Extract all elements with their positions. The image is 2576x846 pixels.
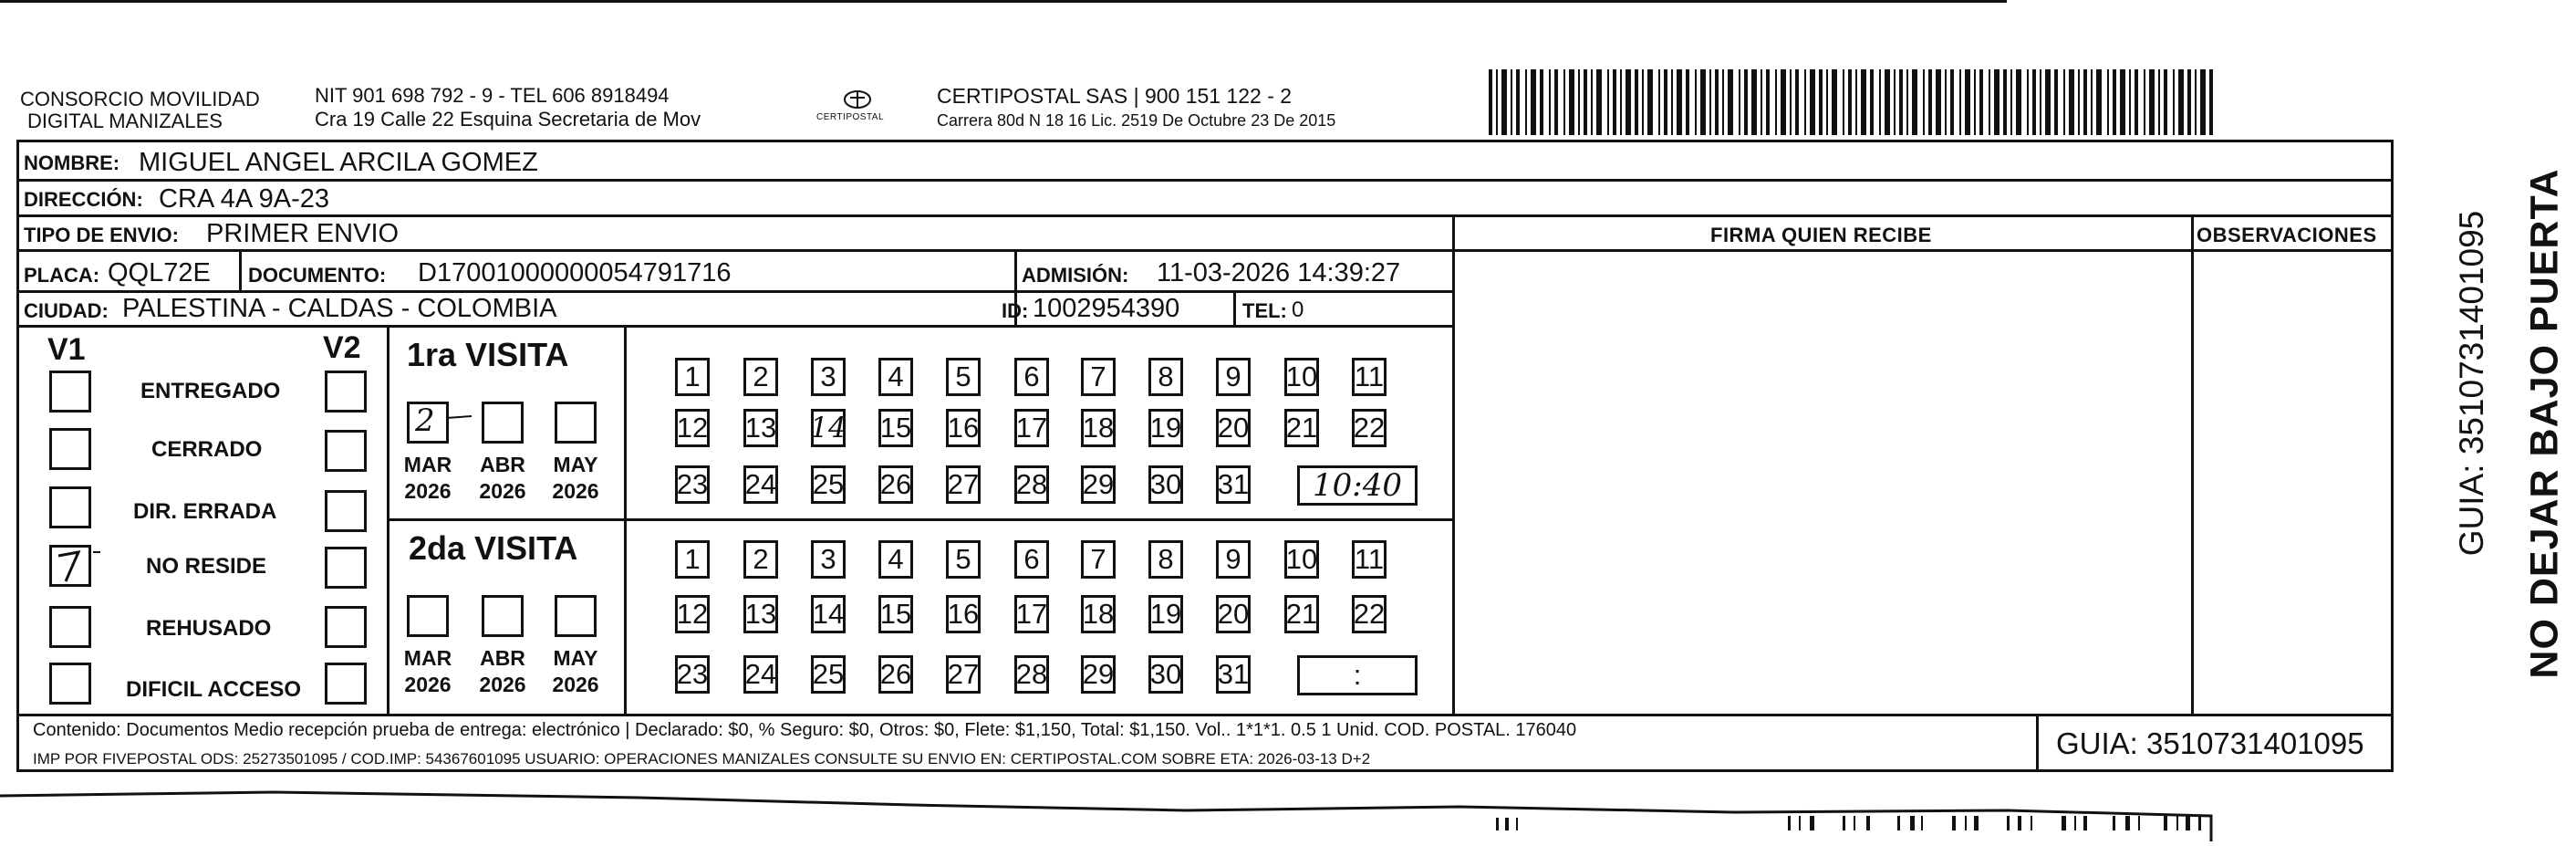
visit2-month-may[interactable] [555, 595, 597, 637]
barcode [1489, 69, 2215, 135]
top-cut-line [0, 0, 2007, 3]
rule-under-direccion [16, 214, 2394, 217]
visit1-day-4[interactable]: 4 [878, 358, 913, 396]
visit1-day-27[interactable]: 27 [946, 465, 981, 504]
visit1-day-2[interactable]: 2 [743, 358, 778, 396]
visit2-day-8[interactable]: 8 [1148, 540, 1183, 579]
visit2-day-31[interactable]: 31 [1216, 655, 1251, 694]
visit1-month-abr[interactable] [482, 402, 524, 444]
certipostal-license: Carrera 80d N 18 16 Lic. 2519 De Octubre 23 De 2015 [937, 111, 1336, 130]
logo-text: CERTIPOSTAL [816, 112, 885, 122]
ciudad-value: PALESTINA - CALDAS - COLOMBIA [122, 294, 557, 323]
visit1-day-21[interactable]: 21 [1284, 409, 1319, 447]
visit2-day-3[interactable]: 3 [811, 540, 846, 579]
visit1-day-11[interactable]: 11 [1352, 358, 1387, 396]
visit1-day-25[interactable]: 25 [811, 465, 846, 504]
visit1-day-20[interactable]: 20 [1216, 409, 1251, 447]
footer-guia: GUIA: 3510731401095 [2056, 726, 2364, 760]
documento-value: D17001000000054791716 [418, 258, 732, 287]
status-entregado: ENTREGADO [140, 379, 281, 403]
ciudad-label: CIUDAD: [24, 299, 109, 322]
rule-under-ciudad [16, 325, 1454, 328]
tipo-envio-label: TIPO DE ENVIO: [24, 224, 179, 246]
visit2-day-10[interactable]: 10 [1284, 540, 1319, 579]
rule-between-visits [387, 518, 1454, 521]
visit2-day-21[interactable]: 21 [1284, 595, 1319, 633]
visit1-label-abr: ABR 2026 [479, 453, 526, 503]
status-dir-errada: DIR. ERRADA [133, 499, 277, 524]
visit2-label-mar: MAR 2026 [403, 646, 452, 696]
visit2-day-26[interactable]: 26 [878, 655, 913, 694]
no-dejar-bajo-puerta: NO DEJAR BAJO PUERTA [2522, 168, 2567, 679]
status-dificil-acceso: DIFICIL ACCESO [126, 677, 302, 702]
placa-value: QQL72E [108, 258, 211, 287]
visit2-day-13[interactable]: 13 [743, 595, 778, 633]
visit1-day-9[interactable]: 9 [1216, 358, 1251, 396]
visit2-month-mar[interactable] [407, 595, 449, 637]
visit2-day-25[interactable]: 25 [811, 655, 846, 694]
visit1-month-mar-mark: 2 [415, 402, 435, 439]
visit1-day-8[interactable]: 8 [1148, 358, 1183, 396]
documento-label: DOCUMENTO: [248, 264, 387, 287]
rule-firma-left [1452, 214, 1455, 715]
v1-cerrado-checkbox[interactable] [49, 428, 91, 470]
admision-label: ADMISIÓN: [1022, 264, 1129, 287]
visit1-day-17[interactable]: 17 [1014, 409, 1049, 447]
second-visit-title: 2da VISITA [409, 529, 578, 567]
certipostal-line: CERTIPOSTAL SAS | 900 151 122 - 2 [937, 84, 1293, 108]
status-cerrado: CERRADO [151, 437, 263, 462]
nombre-label: NOMBRE: [24, 151, 120, 174]
id-value: 1002954390 [1033, 294, 1180, 323]
visit1-day-24[interactable]: 24 [743, 465, 778, 504]
visit1-day-23[interactable]: 23 [675, 465, 710, 504]
visit2-time-box[interactable]: : [1297, 655, 1418, 695]
visit1-day-31[interactable]: 31 [1216, 465, 1251, 504]
rule-id-tel [1233, 290, 1236, 327]
visit1-day-13[interactable]: 13 [743, 409, 778, 447]
visit1-day-12[interactable]: 12 [675, 409, 710, 447]
v2-dificil-acceso-checkbox[interactable] [325, 663, 367, 705]
footer-contenido: Contenido: Documentos Medio recepción prueba de entrega: electrónico | Declarado: $0, % Seguro: $0, Otros: $0, Flete: $1,150, Total: $1,150. Vol.. 1*1*1. 0.5 1 Unid. COD. POSTAL. 176040 [33, 720, 1577, 740]
tel-label: TEL: [1242, 299, 1287, 322]
bottom-tear-line [0, 785, 2576, 841]
visit1-day-18[interactable]: 18 [1081, 409, 1116, 447]
rule-under-firma-header [1452, 249, 2394, 252]
visit1-day-3[interactable]: 3 [811, 358, 846, 396]
visit2-day-27[interactable]: 27 [946, 655, 981, 694]
visit1-day-1[interactable]: 1 [675, 358, 710, 396]
v2-cerrado-checkbox[interactable] [325, 430, 367, 472]
company-name-line1: CONSORCIO MOVILIDAD [20, 88, 260, 110]
visit2-day-14[interactable]: 14 [811, 595, 846, 633]
visit1-month-may[interactable] [555, 402, 597, 444]
v1-dificil-acceso-checkbox[interactable] [49, 663, 91, 705]
tel-value: 0 [1292, 298, 1304, 322]
v1-no-reside-checkbox[interactable] [49, 545, 91, 587]
visit2-day-1[interactable]: 1 [675, 540, 710, 579]
visit1-time-box[interactable]: 10:40 [1297, 465, 1418, 506]
visit2-day-5[interactable]: 5 [946, 540, 981, 579]
nit-line: NIT 901 698 792 - 9 - TEL 606 8918494 [315, 84, 670, 107]
company-name-line2: DIGITAL MANIZALES [27, 110, 223, 132]
status-rehusado: REHUSADO [146, 616, 272, 641]
visit1-day-26[interactable]: 26 [878, 465, 913, 504]
visit1-day-5[interactable]: 5 [946, 358, 981, 396]
certipostal-logo [816, 87, 898, 132]
visit2-day-23[interactable]: 23 [675, 655, 710, 694]
v1-header: V1 [47, 332, 86, 367]
visit1-day-15[interactable]: 15 [878, 409, 913, 447]
admision-value: 11-03-2026 14:39:27 [1157, 258, 1401, 287]
visit1-day-30[interactable]: 30 [1148, 465, 1183, 504]
visit2-day-9[interactable]: 9 [1216, 540, 1251, 579]
v2-dir-errada-checkbox[interactable] [325, 490, 367, 532]
v1-rehusado-checkbox[interactable] [49, 606, 91, 648]
visit2-day-30[interactable]: 30 [1148, 655, 1183, 694]
visit2-day-24[interactable]: 24 [743, 655, 778, 694]
v1-entregado-checkbox[interactable] [49, 371, 91, 413]
rule-guia-box-left [2036, 714, 2039, 772]
visit1-day-16[interactable]: 16 [946, 409, 981, 447]
visit2-day-22[interactable]: 22 [1352, 595, 1387, 633]
visit2-day-12[interactable]: 12 [675, 595, 710, 633]
side-guia: GUIA: 3510731401095 [2453, 210, 2490, 557]
visit1-day-19[interactable]: 19 [1148, 409, 1183, 447]
direccion-value: CRA 4A 9A-23 [159, 184, 329, 214]
visit2-day-11[interactable]: 11 [1352, 540, 1387, 579]
address-line: Cra 19 Calle 22 Esquina Secretaria de Mov [315, 108, 701, 131]
handwritten-check-mark [49, 545, 104, 587]
rule-under-placa [16, 290, 1454, 293]
v1-dir-errada-checkbox[interactable] [49, 486, 91, 528]
visit1-day-28[interactable]: 28 [1014, 465, 1049, 504]
direccion-label: DIRECCIÓN: [24, 188, 143, 211]
v2-rehusado-checkbox[interactable] [325, 606, 367, 648]
visit1-day-6[interactable]: 6 [1014, 358, 1049, 396]
placa-label: PLACA: [24, 264, 100, 287]
visit1-day-10[interactable]: 10 [1284, 358, 1319, 396]
visit1-day-7[interactable]: 7 [1081, 358, 1116, 396]
visit2-label-abr: ABR 2026 [479, 646, 526, 696]
status-no-reside: NO RESIDE [146, 554, 267, 579]
first-visit-title: 1ra VISITA [407, 336, 569, 373]
visit2-day-2[interactable]: 2 [743, 540, 778, 579]
rule-under-nombre [16, 179, 2394, 182]
rule-observ-left [2191, 214, 2194, 715]
visit1-label-mar: MAR 2026 [403, 453, 452, 503]
visit2-day-29[interactable]: 29 [1081, 655, 1116, 694]
v2-no-reside-checkbox[interactable] [325, 547, 367, 589]
visit2-month-abr[interactable] [482, 595, 524, 637]
visit2-day-6[interactable]: 6 [1014, 540, 1049, 579]
visit2-label-may: MAY 2026 [552, 646, 599, 696]
firma-header: FIRMA QUIEN RECIBE [1710, 224, 1932, 246]
visit1-label-may: MAY 2026 [552, 453, 599, 503]
visit1-day-22[interactable]: 22 [1352, 409, 1387, 447]
footer-imp: IMP POR FIVEPOSTAL ODS: 25273501095 / COD.IMP: 54367601095 USUARIO: OPERACIONES MANIZALES CONSULTE SU ENVIO EN: CERTIPOSTAL.COM SOBRE ETA: 2026-03-13 D+2 [33, 750, 1371, 768]
visit2-day-18[interactable]: 18 [1081, 595, 1116, 633]
id-label: ID: [1002, 299, 1029, 322]
nombre-value: MIGUEL ANGEL ARCILA GOMEZ [139, 148, 538, 177]
visit1-month-mar[interactable] [407, 402, 449, 444]
v2-entregado-checkbox[interactable] [325, 371, 367, 413]
observaciones-header: OBSERVACIONES [2197, 224, 2377, 246]
visit1-day-29[interactable]: 29 [1081, 465, 1116, 504]
rule-under-tipo [16, 249, 1454, 252]
visit2-day-17[interactable]: 17 [1014, 595, 1049, 633]
visit2-day-28[interactable]: 28 [1014, 655, 1049, 694]
rule-placa-doc [239, 249, 242, 292]
visit2-day-15[interactable]: 15 [878, 595, 913, 633]
visit2-day-20[interactable]: 20 [1216, 595, 1251, 633]
visit1-day-14[interactable]: 14 [811, 409, 846, 447]
visit2-day-19[interactable]: 19 [1148, 595, 1183, 633]
v2-header: V2 [323, 330, 361, 365]
tipo-envio-value: PRIMER ENVIO [206, 219, 400, 248]
visit2-day-4[interactable]: 4 [878, 540, 913, 579]
visit2-day-16[interactable]: 16 [946, 595, 981, 633]
visit2-day-7[interactable]: 7 [1081, 540, 1116, 579]
